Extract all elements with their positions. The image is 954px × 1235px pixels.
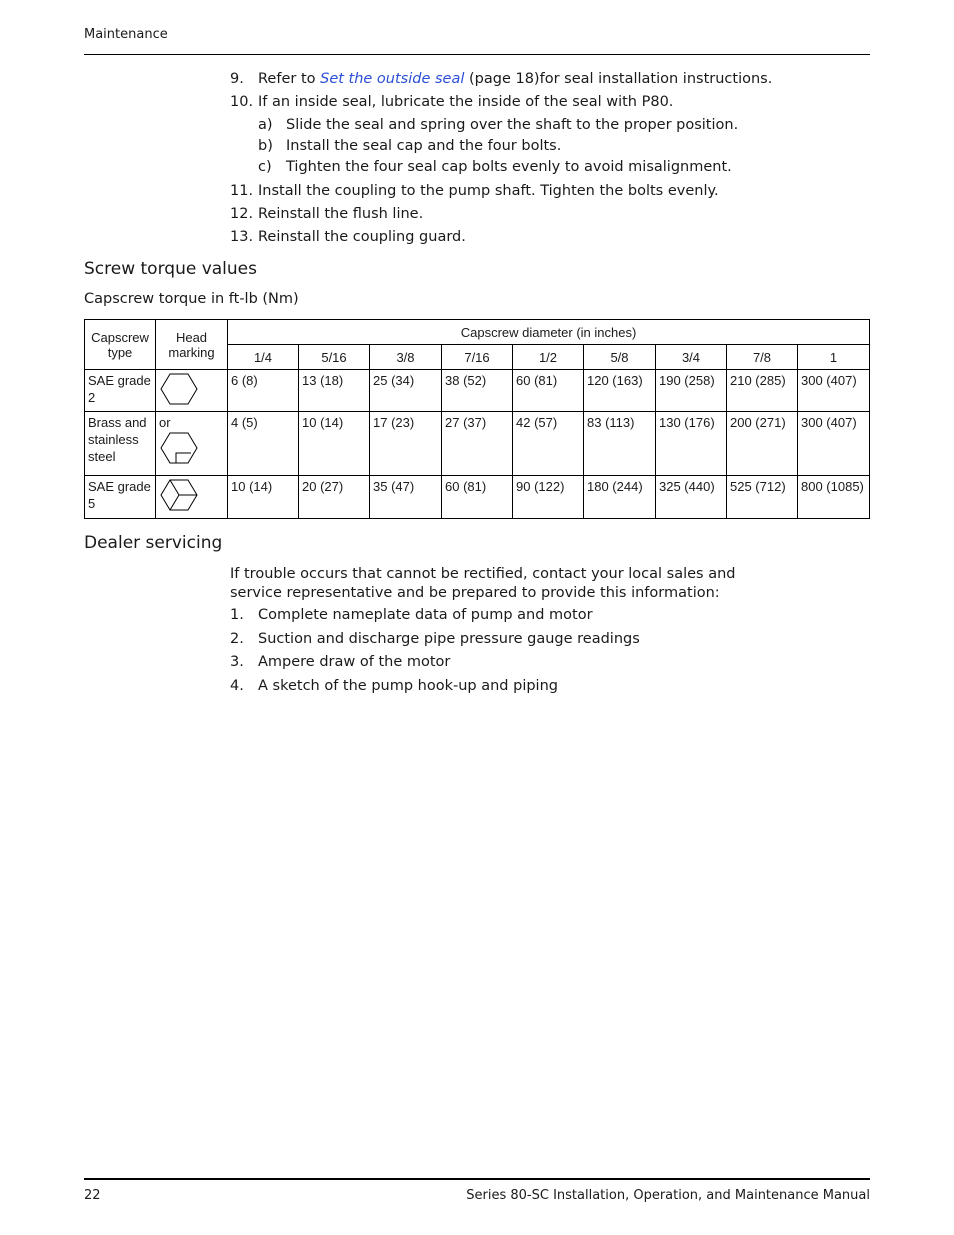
torque-value-cell: 10 (14) xyxy=(299,412,370,476)
torque-value-cell: 180 (244) xyxy=(584,476,656,519)
substep-letter: a) xyxy=(258,117,273,133)
torque-value-cell: 200 (271) xyxy=(727,412,798,476)
list-text: Suction and discharge pipe pressure gauge readings xyxy=(258,630,640,647)
page-number: 22 xyxy=(84,1188,101,1203)
dealer-info-list xyxy=(230,607,640,701)
diameter-header: 1/2 xyxy=(513,345,584,370)
torque-value-cell: 6 (8) xyxy=(228,370,299,412)
step-text: Install the coupling to the pump shaft. Tighten the bolts evenly. xyxy=(258,183,719,199)
capscrew-type-cell: SAE grade 5 xyxy=(85,476,156,519)
torque-value-cell: 525 (712) xyxy=(727,476,798,519)
hexagon-three-radial-lines-icon xyxy=(159,478,199,512)
torque-value-cell: 60 (81) xyxy=(442,476,513,519)
step-text: If an inside seal, lubricate the inside of the seal with P80. xyxy=(258,94,674,110)
list-number: 2. xyxy=(230,630,244,647)
head-marking-cell xyxy=(156,370,228,412)
torque-value-cell: 300 (407) xyxy=(798,412,870,476)
torque-value-cell: 90 (122) xyxy=(513,476,584,519)
substep-text: Slide the seal and spring over the shaft to the proper position. xyxy=(286,117,739,133)
torque-value-cell: 210 (285) xyxy=(727,370,798,412)
torque-value-cell: 10 (14) xyxy=(228,476,299,519)
torque-value-cell: 800 (1085) xyxy=(798,476,870,519)
running-header: Maintenance xyxy=(84,27,168,42)
substep-b xyxy=(230,138,870,155)
manual-title: Series 80-SC Installation, Operation, and Maintenance Manual xyxy=(466,1188,870,1203)
list-item xyxy=(230,678,640,695)
table-header-row xyxy=(85,320,870,345)
torque-value-cell: 300 (407) xyxy=(798,370,870,412)
substep-a xyxy=(230,117,870,134)
step-text-pre: Refer to xyxy=(258,71,321,87)
step-number: 13. xyxy=(230,229,254,245)
list-number: 1. xyxy=(230,607,244,623)
diameter-header: 1 xyxy=(798,345,870,370)
torque-value-cell: 42 (57) xyxy=(513,412,584,476)
torque-value-cell: 190 (258) xyxy=(656,370,727,412)
torque-value-cell: 25 (34) xyxy=(370,370,442,412)
substep-text: Install the seal cap and the four bolts. xyxy=(286,138,562,154)
diameter-header: 7/8 xyxy=(727,345,798,370)
procedure-steps xyxy=(230,71,870,252)
footer-rule xyxy=(84,1178,870,1180)
header-rule xyxy=(84,54,870,55)
step-number: 10. xyxy=(230,94,254,110)
diameter-header: 3/4 xyxy=(656,345,727,370)
list-text: Complete nameplate data of pump and motor xyxy=(258,607,593,623)
substep-letter: c) xyxy=(258,159,272,175)
step-13 xyxy=(230,229,870,246)
list-number: 3. xyxy=(230,654,244,670)
set-outside-seal-link[interactable]: Set the outside seal xyxy=(320,71,465,87)
diameter-header: 7/16 xyxy=(442,345,513,370)
list-item xyxy=(230,631,640,648)
torque-value-cell: 17 (23) xyxy=(370,412,442,476)
table-row xyxy=(85,476,870,519)
step-12 xyxy=(230,206,870,223)
diameter-header: 1/4 xyxy=(228,345,299,370)
torque-value-cell: 27 (37) xyxy=(442,412,513,476)
head-marking-cell xyxy=(156,476,228,519)
step-number: 12. xyxy=(230,206,254,222)
torque-value-cell: 60 (81) xyxy=(513,370,584,412)
hexagon-with-mark-icon xyxy=(159,431,199,465)
dealer-intro-paragraph: If trouble occurs that cannot be rectified, contact your local sales and service representative and be prepared to provide this information: xyxy=(230,566,736,601)
screw-torque-heading: Screw torque values xyxy=(84,259,257,279)
substep-c xyxy=(230,159,870,176)
step-number: 9. xyxy=(230,71,244,87)
capscrew-type-cell: Brass and stainless steel xyxy=(85,412,156,476)
col-capscrew-type: Capscrew type xyxy=(85,320,156,370)
list-text: Ampere draw of the motor xyxy=(258,654,451,670)
col-head-marking: Head marking xyxy=(156,320,228,370)
torque-value-cell: 38 (52) xyxy=(442,370,513,412)
diameter-header: 3/8 xyxy=(370,345,442,370)
list-text: A sketch of the pump hook-up and piping xyxy=(258,677,558,694)
marking-or-label: or xyxy=(159,415,171,430)
step-text-post: (page 18)for seal installation instructions. xyxy=(464,71,773,87)
torque-value-cell: 120 (163) xyxy=(584,370,656,412)
torque-value-cell: 130 (176) xyxy=(656,412,727,476)
torque-value-cell: 20 (27) xyxy=(299,476,370,519)
torque-value-cell: 325 (440) xyxy=(656,476,727,519)
substep-text: Tighten the four seal cap bolts evenly to avoid misalignment. xyxy=(286,159,732,175)
step-text: Reinstall the flush line. xyxy=(258,206,424,222)
dealer-servicing-heading: Dealer servicing xyxy=(84,533,223,553)
substep-letter: b) xyxy=(258,138,273,154)
torque-value-cell: 83 (113) xyxy=(584,412,656,476)
diameter-header: 5/8 xyxy=(584,345,656,370)
diameter-header: 5/16 xyxy=(299,345,370,370)
torque-value-cell: 35 (47) xyxy=(370,476,442,519)
table-row xyxy=(85,412,870,476)
step-text: Reinstall the coupling guard. xyxy=(258,229,466,245)
step-number: 11. xyxy=(230,183,254,199)
head-marking-cell xyxy=(156,412,228,476)
table-caption: Capscrew torque in ft-lb (Nm) xyxy=(84,291,299,307)
list-number: 4. xyxy=(230,677,244,694)
col-capscrew-diameter: Capscrew diameter (in inches) xyxy=(228,320,870,345)
torque-value-cell: 4 (5) xyxy=(228,412,299,476)
list-item xyxy=(230,607,640,624)
step-9 xyxy=(230,71,870,88)
step-11 xyxy=(230,183,870,200)
step-10 xyxy=(230,94,870,111)
torque-value-cell: 13 (18) xyxy=(299,370,370,412)
plain-hexagon-icon xyxy=(159,372,199,406)
table-row xyxy=(85,370,870,412)
capscrew-type-cell: SAE grade 2 xyxy=(85,370,156,412)
list-item xyxy=(230,654,640,671)
capscrew-torque-table xyxy=(84,319,870,519)
